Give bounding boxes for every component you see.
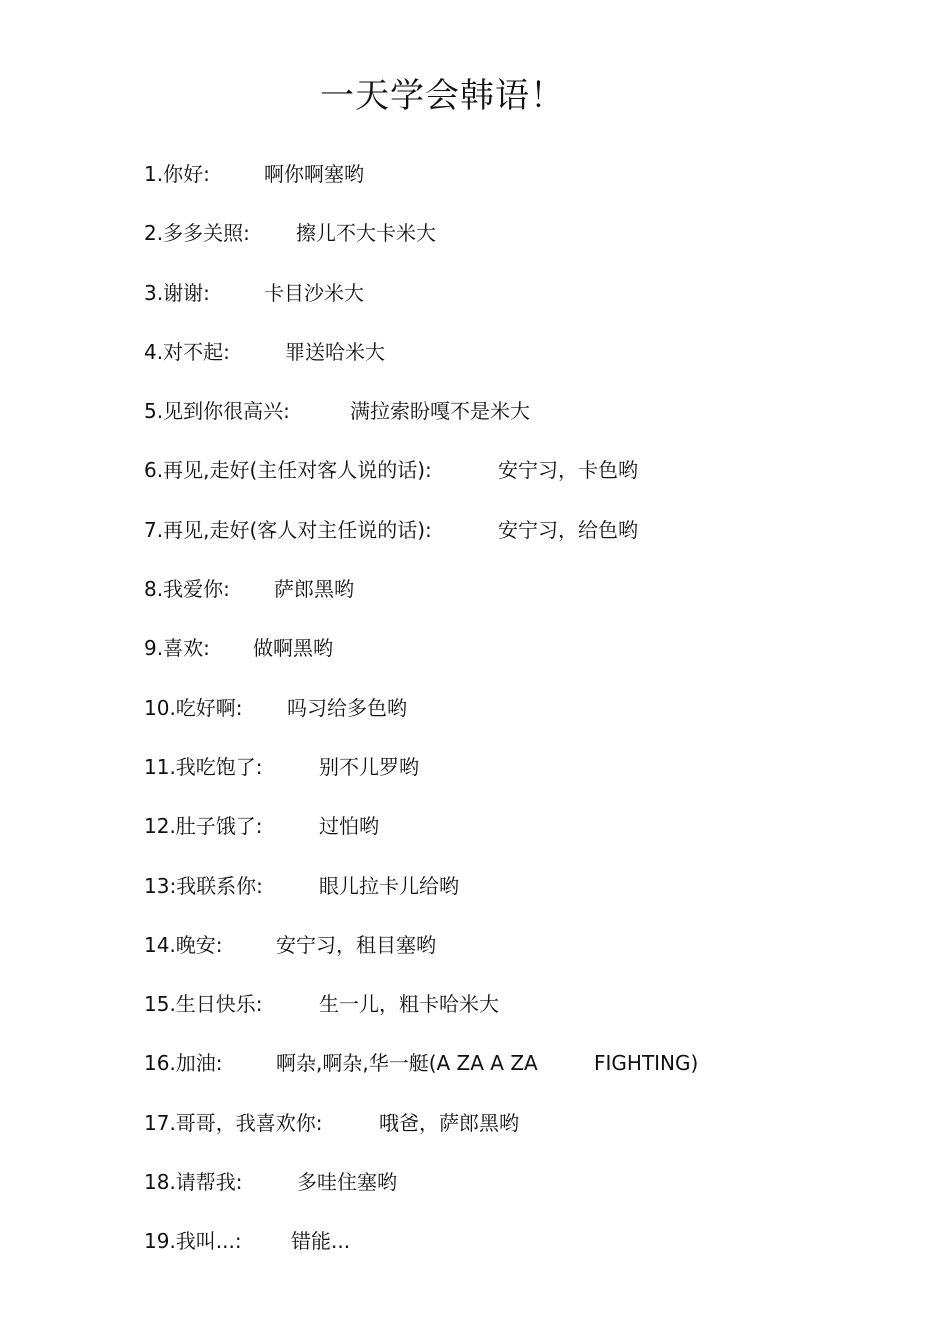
phrase-text: 12.肚子饿了: (144, 814, 263, 839)
phrase-text: 16.加油: (144, 1051, 223, 1076)
list-item (144, 273, 904, 332)
phrase-text: 10.吃好啊: (144, 695, 243, 720)
list-item (144, 747, 904, 806)
pronunciation-text: 眼儿拉卡儿给哟 (319, 873, 459, 898)
page-title: 一天学会韩语！ (320, 76, 565, 116)
list-item (144, 1103, 904, 1162)
phrase-text: 19.我叫...: (144, 1229, 242, 1254)
phrase-text: 7.再见,走好(客人对主任说的话): (144, 517, 432, 542)
list-item (144, 925, 904, 984)
pronunciation-text: 生一儿，粗卡哈米大 (319, 992, 499, 1017)
list-item (144, 450, 904, 509)
list-item (144, 569, 904, 628)
list-item (144, 866, 904, 925)
phrase-text: 2.多多关照: (144, 221, 250, 246)
pronunciation-text: 过怕哟 (319, 814, 379, 839)
pronunciation-text: 做啊黑哟 (253, 636, 333, 661)
pronunciation-text: 别不儿罗哟 (319, 754, 419, 779)
phrase-list (144, 154, 904, 1281)
phrase-text: 3.谢谢: (144, 280, 210, 305)
list-item (144, 984, 904, 1043)
pronunciation-text: 啊杂,啊杂,华一艇(A ZA A ZA (276, 1051, 538, 1076)
pronunciation-text: 满拉索盼嘎不是米大 (350, 399, 530, 424)
phrase-text: 6.再见,走好(主任对客人说的话): (144, 458, 432, 483)
pronunciation-text: 啊你啊塞哟 (264, 162, 364, 186)
phrase-text: 13:我联系你: (144, 873, 263, 898)
pronunciation-text: 擦儿不大卡米大 (296, 221, 436, 246)
phrase-text: 18.请帮我: (144, 1170, 243, 1195)
pronunciation-text: 安宁习，租目塞哟 (276, 932, 436, 957)
list-item (144, 510, 904, 569)
pronunciation-text: 多哇住塞哟 (297, 1170, 397, 1195)
pronunciation-text: 吗习给多色哟 (287, 695, 407, 720)
pronunciation-text: 安宁习，卡色哟 (498, 458, 638, 483)
phrase-text: 17.哥哥，我喜欢你: (144, 1110, 323, 1135)
phrase-text: 14.晚安: (144, 932, 223, 957)
phrase-text: 5.见到你很高兴: (144, 399, 290, 424)
pronunciation-text: 萨郎黑哟 (274, 577, 354, 602)
pronunciation-text: 罪送哈米大 (285, 339, 385, 364)
list-item (144, 332, 904, 391)
phrase-text: 8.我爱你: (144, 577, 230, 602)
list-item (144, 1162, 904, 1221)
list-item (144, 628, 904, 687)
phrase-text: 11.我吃饱了: (144, 754, 263, 779)
phrase-text: 15.生日快乐: (144, 992, 263, 1017)
pronunciation-text: 卡目沙米大 (264, 280, 364, 305)
list-item (144, 391, 904, 450)
pronunciation-text: 错能... (291, 1229, 351, 1254)
phrase-text: 4.对不起: (144, 339, 230, 364)
list-item (144, 213, 904, 272)
phrase-text: 9.喜欢: (144, 636, 210, 661)
pronunciation-text: 哦爸，萨郎黑哟 (379, 1110, 519, 1135)
list-item (144, 1221, 904, 1280)
phrase-text: 1.你好: (144, 162, 210, 186)
list-item (144, 1043, 904, 1102)
list-item (144, 806, 904, 865)
list-item (144, 688, 904, 747)
pronunciation-text: 安宁习，给色哟 (498, 517, 638, 542)
pronunciation-continuation-text: FIGHTING) (594, 1051, 699, 1076)
list-item (144, 154, 904, 213)
